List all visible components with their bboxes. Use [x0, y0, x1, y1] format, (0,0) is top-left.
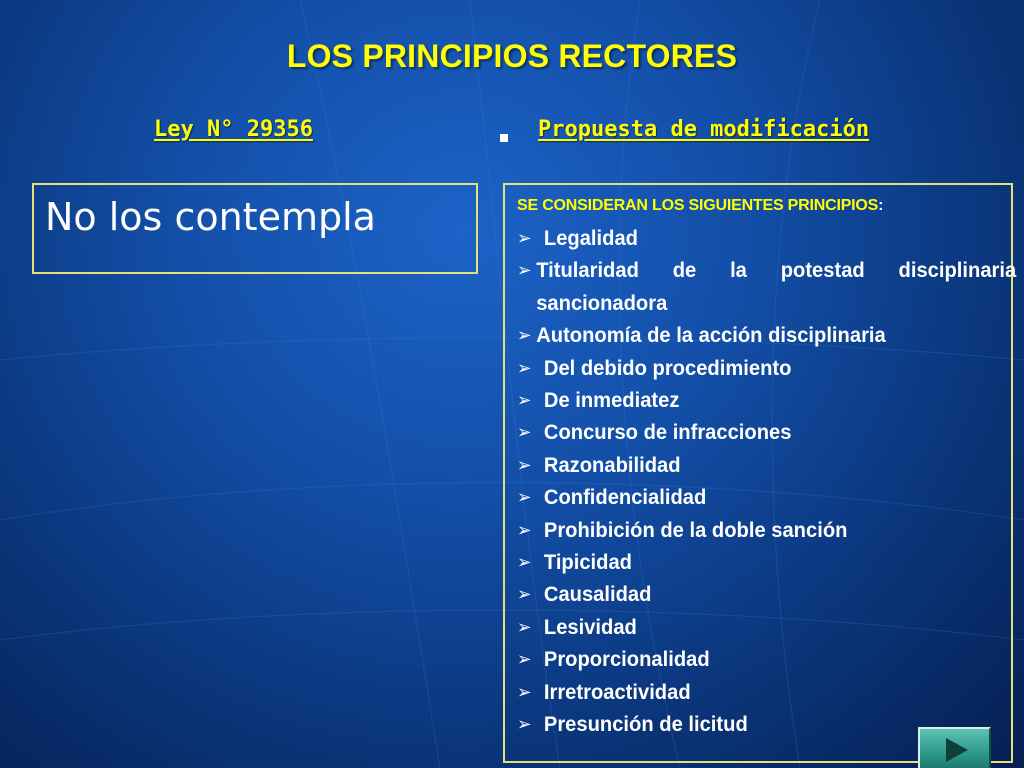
list-item-text: Causalidad: [543, 583, 652, 607]
arrow-bullet-icon: ➢: [517, 357, 532, 379]
next-slide-button[interactable]: [918, 727, 991, 768]
list-item: [517, 677, 1016, 709]
list-item: [517, 353, 1016, 385]
list-item-text: Concurso de infracciones: [543, 421, 792, 445]
list-item: [517, 612, 1016, 644]
principles-list: [517, 223, 1017, 742]
arrow-bullet-icon: ➢: [517, 552, 532, 574]
principles-list-heading-colon: :: [878, 197, 884, 214]
list-item: [517, 255, 1016, 320]
arrow-bullet-icon: ➢: [517, 649, 532, 671]
right-content-box: [503, 183, 1017, 763]
arrow-bullet-icon: ➢: [517, 616, 532, 638]
list-item-text: Tipicidad: [543, 551, 633, 575]
list-item-text: Irretroactividad: [543, 680, 691, 704]
principles-list-heading: [517, 197, 883, 215]
arrow-bullet-icon: ➢: [517, 325, 532, 347]
arrow-bullet-icon: ➢: [517, 487, 532, 509]
list-item: [517, 644, 1016, 676]
list-item-text: Proporcionalidad: [543, 648, 710, 672]
list-item-text: Razonabilidad: [543, 453, 681, 477]
right-column-heading: Propuesta de modificación: [538, 117, 870, 142]
arrow-bullet-icon: ➢: [517, 681, 532, 703]
list-item: [517, 515, 1016, 547]
arrow-bullet-icon: ➢: [517, 714, 532, 736]
arrow-bullet-icon: ➢: [517, 260, 532, 282]
list-item: [517, 417, 1016, 449]
list-item-text: Legalidad: [543, 227, 638, 250]
list-item-text: Autonomía de la acción disciplinaria: [536, 324, 886, 348]
list-item-text: Del debido procedimiento: [543, 356, 792, 380]
list-item: [517, 547, 1016, 579]
list-item-text: Titularidad de la potestad disciplinaria sancionadora: [536, 259, 1017, 315]
left-column-heading: Ley N° 29356: [154, 117, 313, 142]
arrow-bullet-icon: ➢: [517, 422, 532, 444]
list-item: [517, 223, 1016, 255]
arrow-bullet-icon: ➢: [517, 454, 532, 476]
list-item: [517, 482, 1016, 514]
arrow-bullet-icon: ➢: [517, 228, 532, 249]
play-next-icon: [946, 738, 968, 762]
arrow-bullet-icon: ➢: [517, 519, 532, 541]
list-item: [517, 579, 1016, 611]
list-item-text: Lesividad: [543, 615, 637, 639]
slide-title: LOS PRINCIPIOS RECTORES: [286, 38, 738, 74]
arrow-bullet-icon: ➢: [517, 584, 532, 606]
list-item: [517, 385, 1016, 417]
list-item: [517, 320, 1016, 352]
list-item: [517, 450, 1016, 482]
arrow-bullet-icon: ➢: [517, 390, 532, 412]
principles-list-heading-text: SE CONSIDERAN LOS SIGUIENTES PRINCIPIOS: [517, 197, 879, 214]
list-item-text: De inmediatez: [543, 389, 680, 413]
list-item-text: Confidencialidad: [543, 486, 707, 510]
square-bullet-icon: [500, 134, 508, 142]
list-item-text: Prohibición de la doble sanción: [543, 518, 848, 542]
left-box-text: No los contempla: [45, 195, 376, 239]
left-content-box: [32, 183, 478, 274]
list-item-text: Presunción de licitud: [543, 713, 748, 737]
